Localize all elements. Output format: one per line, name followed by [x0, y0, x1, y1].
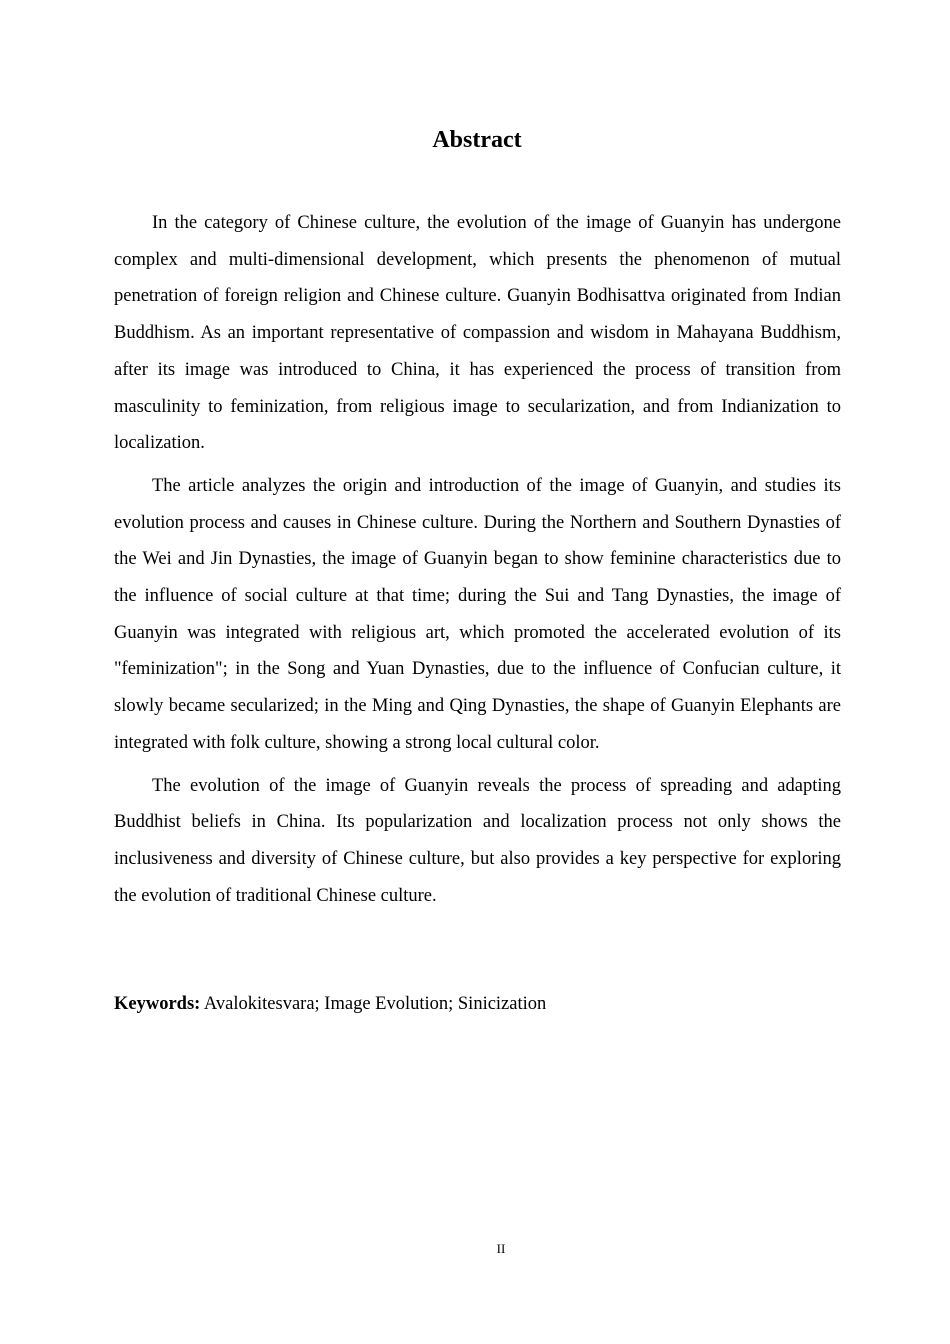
abstract-paragraph: The article analyzes the origin and introduction of the image of Guanyin, and studies its evolution process and causes in Chinese culture. During the Northern and Southern Dynasties of the Wei and Jin Dynasties, the image of Guanyin began to show feminine characteristics due to the influence of social culture at that time; during the Sui and Tang Dynasties, the image of Guanyin was integrated with religious art, which promoted the accelerated evolution of its "feminization"; in the Song and Yuan Dynasties, due to the influence of Confucian culture, it slowly became secularized; in the Ming and Qing Dynasties, the shape of Guanyin Elephants are integrated with folk culture, showing a strong local cultural color.: [114, 475, 841, 753]
abstract-paragraph: In the category of Chinese culture, the evolution of the image of Guanyin has undergone complex and multi-dimensional development, which presents the phenomenon of mutual penetration of foreign religion and Chinese culture. Guanyin Bodhisattva originated from Indian Buddhism. As an important representative of compassion and wisdom in Mahayana Buddhism, after its image was introduced to China, it has experienced the process of transition from masculinity to feminization, from religious image to secularization, and from Indianization to localization.: [114, 213, 841, 454]
page-number: II: [496, 1241, 506, 1256]
abstract-paragraph: The evolution of the image of Guanyin reveals the process of spreading and adapting Buddhist beliefs in China. Its popularization and localization process not only shows the inclusiveness and diversity of Chinese culture, but also provides a key perspective for exploring the evolution of traditional Chinese culture.: [114, 775, 841, 906]
keywords-label: Keywords:: [114, 994, 201, 1014]
abstract-body: [114, 205, 841, 914]
keywords-line: [114, 988, 841, 1020]
keywords-text: Avalokitesvara; Image Evolution; Sinicization: [200, 994, 547, 1014]
abstract-title: Abstract: [432, 127, 522, 153]
